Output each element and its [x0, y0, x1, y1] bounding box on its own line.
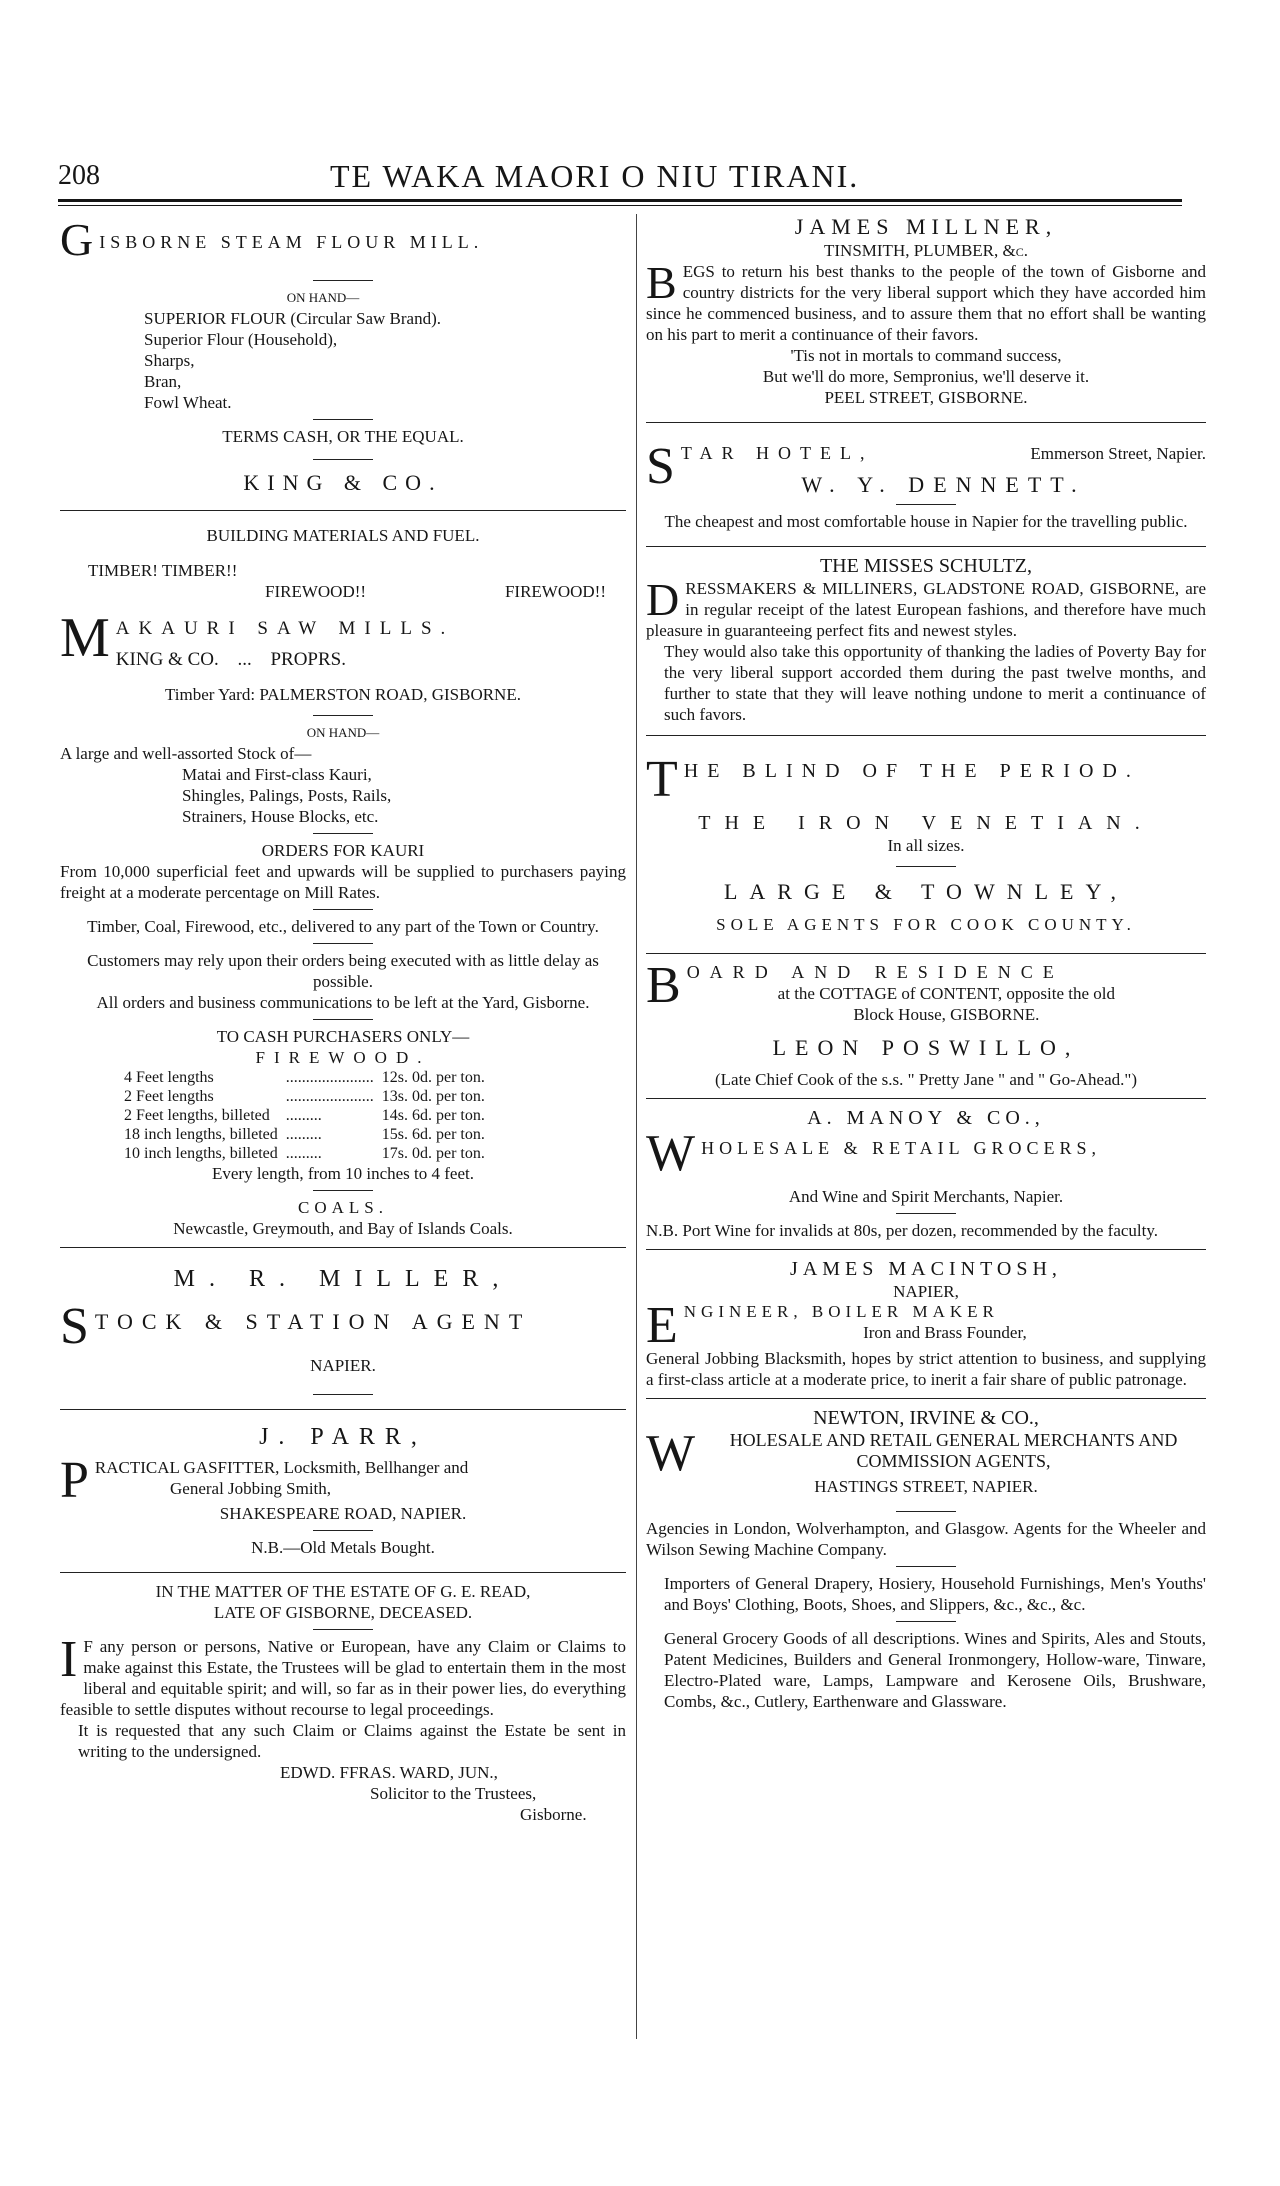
on-hand-label: ON HAND—: [306, 725, 380, 740]
timber-yard-address: Timber Yard: PALMERSTON ROAD, GISBORNE.: [165, 685, 521, 704]
newton-irvine-ad: [646, 1407, 1206, 1712]
board-text: Block House, GISBORNE.: [853, 1005, 1040, 1024]
merchants-text: Importers of General Drapery, Hosiery, Household Furnishings, Men's Youths' and Boys' Clothing, Boots, Shoes, and Slippers, &c., &c., &c.: [664, 1574, 1206, 1614]
read-estate-notice: [60, 1581, 626, 1825]
board-note: (Late Chief Cook of the s.s. " Pretty Jane " and " Go-Ahead."): [715, 1070, 1137, 1089]
orders-left-text: All orders and business communications to be left at the Yard, Gisborne.: [96, 993, 590, 1012]
section-rule: [60, 510, 626, 511]
divider: [313, 715, 373, 716]
firewood-text: FIREWOOD!!: [265, 582, 367, 601]
divider: [896, 1213, 956, 1214]
list-item: Bran,: [144, 372, 182, 391]
estate-signer-role: Solicitor to the Trustees,: [370, 1784, 537, 1803]
makauri-saw-mills-ad: [60, 525, 626, 1239]
proprietors-dots: ...: [237, 649, 252, 670]
customers-text: Customers may rely upon their orders being executed with as little delay as possible.: [87, 951, 599, 991]
drop-cap: I: [60, 1631, 78, 1688]
divider: [313, 459, 373, 460]
price-value: 15s. 6d. per ton.: [381, 1126, 485, 1143]
schultz-dressmakers-ad: [646, 555, 1206, 725]
orders-text: From 10,000 superficial feet and upwards will be supplied to purchasers paying freight at a moderate percentage on Mill Rates.: [60, 862, 626, 902]
engineer-sub: Iron and Brass Founder,: [863, 1323, 1027, 1342]
firewood-text: FIREWOOD!!: [504, 582, 606, 601]
blind-heading: HE BLIND OF THE PERIOD.: [683, 760, 1140, 782]
engineer-text: General Jobbing Blacksmith, hopes by strict attention to business, and supplying a first-class article at a moderate price, to inerit a fair share of public patronage.: [646, 1349, 1206, 1389]
grocers-name: A. MANOY & CO.,: [807, 1107, 1045, 1129]
terms-text: TERMS CASH, OR THE EQUAL.: [222, 427, 464, 446]
quote-line: 'Tis not in mortals to command success,: [790, 346, 1062, 365]
price-item: 2 Feet lengths: [124, 1088, 214, 1105]
list-item: Matai and First-class Kauri,: [182, 765, 372, 784]
building-materials-heading: BUILDING MATERIALS AND FUEL.: [206, 526, 480, 545]
product-list: [60, 308, 626, 413]
price-dots: .........: [285, 1107, 322, 1124]
drop-cap: E: [646, 1297, 678, 1354]
drop-cap: T: [646, 751, 678, 808]
firm-name: KING & CO.: [243, 470, 443, 495]
price-item: 10 inch lengths, billeted: [124, 1145, 278, 1162]
board-text: at the COTTAGE of CONTENT, opposite the old: [777, 984, 1115, 1003]
gasfitter-text: General Jobbing Smith,: [170, 1479, 332, 1498]
delivery-text: Timber, Coal, Firewood, etc., delivered to any part of the Town or Country.: [87, 917, 599, 936]
miller-stock-agent-ad: [60, 1266, 626, 1395]
dressmakers-name: THE MISSES SCHULTZ,: [819, 555, 1033, 577]
section-rule: [646, 1398, 1206, 1399]
column-divider: [636, 214, 637, 2039]
proprietors-firm: KING & CO.: [115, 649, 219, 670]
divider: [313, 833, 373, 834]
drop-cap: S: [646, 438, 675, 495]
cash-purchasers-heading: TO CASH PURCHASERS ONLY—: [216, 1027, 470, 1046]
drop-cap: W: [646, 1425, 696, 1482]
hotel-address: Emmerson Street, Napier.: [1030, 444, 1206, 463]
divider: [313, 1394, 373, 1395]
merchants-text: Agencies in London, Wolverhampton, and Glasgow. Agents for the Wheeler and Wilson Sewing Machine Company.: [646, 1519, 1206, 1559]
blind-of-the-period-ad: [646, 751, 1206, 935]
timber-line: TIMBER! TIMBER!!: [88, 561, 238, 580]
agents-firm: LARGE & TOWNLEY,: [723, 879, 1129, 904]
hotel-owner: W. Y. DENNETT.: [801, 472, 1086, 497]
iron-venetian: THE IRON VENETIAN.: [698, 812, 1154, 834]
section-rule: [646, 735, 1206, 736]
section-rule: [60, 1409, 626, 1410]
divider: [313, 1629, 373, 1630]
gisborne-flour-mill-ad: [60, 214, 626, 496]
ad-heading: ISBORNE STEAM FLOUR MILL.: [99, 232, 484, 252]
price-dots: ......................: [285, 1088, 374, 1105]
price-dots: .........: [285, 1145, 322, 1162]
header-rule-thin: [58, 205, 1182, 206]
merchants-address: HASTINGS STREET, NAPIER.: [814, 1477, 1038, 1496]
list-item: Sharps,: [144, 351, 195, 370]
firewood-line: [60, 581, 626, 602]
price-value: 12s. 0d. per ton.: [381, 1069, 485, 1086]
sizes-text: In all sizes.: [887, 836, 965, 855]
table-row: [120, 1087, 489, 1106]
tradesman-text: EGS to return his best thanks to the people of the town of Gisborne and country districts for the very liberal support which they have accorded him since he commenced business, and to assure them that no effort shall be wanting on his part to merit a continuance of their favors.: [646, 262, 1206, 344]
divider: [313, 280, 373, 281]
price-item: 18 inch lengths, billeted: [124, 1126, 278, 1143]
firewood-price-table: [120, 1068, 489, 1163]
engineer-place: NAPIER,: [893, 1282, 959, 1301]
tradesman-name: JAMES MILLNER,: [794, 214, 1058, 239]
drop-cap: W: [646, 1125, 696, 1182]
star-hotel-ad: [646, 438, 1206, 532]
gasfitter-name: J. PARR,: [259, 1424, 427, 1450]
list-item: SUPERIOR FLOUR (Circular Saw Brand).: [144, 309, 442, 328]
gasfitter-nb: N.B.—Old Metals Bought.: [251, 1538, 435, 1557]
millner-tinsmith-ad: [646, 214, 1206, 408]
board-residence-ad: [646, 957, 1206, 1090]
agents-text: SOLE AGENTS FOR COOK COUNTY.: [716, 915, 1136, 934]
quote-line: But we'll do more, Sempronius, we'll deserve it.: [762, 367, 1090, 386]
ad-heading: AKAURI SAW MILLS.: [115, 618, 455, 639]
table-row: [120, 1106, 489, 1125]
drop-cap: D: [646, 574, 680, 625]
price-item: 2 Feet lengths, billeted: [124, 1107, 270, 1124]
gasfitter-text: RACTICAL GASFITTER, Locksmith, Bellhanger and: [94, 1458, 469, 1477]
grocers-sub: And Wine and Spirit Merchants, Napier.: [788, 1187, 1064, 1206]
dressmakers-text: They would also take this opportunity of thanking the ladies of Poverty Bay for the very liberal support accorded them during the past twelve months, and further to state that they will leave nothing undone to merit a continuance of such favors.: [664, 642, 1206, 724]
section-rule: [646, 1098, 1206, 1099]
divider: [896, 1566, 956, 1567]
engineer-heading: NGINEER, BOILER MAKER: [683, 1302, 999, 1321]
coals-text: Newcastle, Greymouth, and Bay of Islands Coals.: [173, 1219, 513, 1238]
section-rule: [60, 1572, 626, 1573]
drop-cap: S: [60, 1298, 89, 1355]
divider: [896, 866, 956, 867]
merchants-name: NEWTON, IRVINE & CO.,: [813, 1407, 1039, 1429]
left-column: [60, 214, 626, 1825]
section-rule: [646, 422, 1206, 423]
every-length-text: Every length, from 10 inches to 4 feet.: [211, 1164, 474, 1183]
estate-text: F any person or persons, Native or European, have any Claim or Claims to make against this Estate, the Trustees will be glad to entertain them in the most liberal and equitable spirit; and will, so far as in their power lies, do everything feasible to settle disputes without recourse to legal proceedings.: [60, 1637, 626, 1719]
tradesman-trade: TINSMITH, PLUMBER, &c.: [824, 241, 1028, 260]
divider: [896, 1621, 956, 1622]
divider: [896, 1511, 956, 1512]
proprietors-label: PROPRS.: [270, 649, 346, 670]
price-dots: .........: [285, 1126, 322, 1143]
divider: [313, 419, 373, 420]
list-item: Shingles, Palings, Posts, Rails,: [182, 786, 392, 805]
drop-cap: M: [60, 607, 110, 669]
header-rule: [58, 199, 1182, 202]
estate-text: It is requested that any such Claim or Claims against the Estate be sent in writing to the undersigned.: [78, 1721, 626, 1761]
price-dots: ......................: [285, 1069, 374, 1086]
estate-signer-place: Gisborne.: [520, 1805, 587, 1824]
table-row: [120, 1125, 489, 1144]
merchants-heading: HOLESALE AND RETAIL GENERAL MERCHANTS AND COMMISSION AGENTS,: [729, 1430, 1178, 1471]
coals-heading: COALS.: [298, 1198, 388, 1217]
tradesman-address: PEEL STREET, GISBORNE.: [824, 388, 1028, 407]
proprietors-line: [60, 639, 626, 670]
engineer-name: JAMES MACINTOSH,: [790, 1258, 1062, 1280]
list-item: Strainers, House Blocks, etc.: [182, 807, 379, 826]
price-item: 4 Feet lengths: [124, 1069, 214, 1086]
drop-cap: G: [60, 214, 94, 265]
section-rule: [60, 1247, 626, 1248]
grocers-nb: N.B. Port Wine for invalids at 80s, per dozen, recommended by the faculty.: [646, 1221, 1159, 1240]
hotel-heading-row: [681, 443, 1206, 464]
merchants-text: General Grocery Goods of all descriptions. Wines and Spirits, Ales and Stouts, Patent Medicines, Builders and General Ironmongery, Hollow-ware, Tinware, Electro-Plated ware, Lamps, Lampware and Kerosene Oils, Brushware, Combs, &c., Cutlery, Earthenware and Glassware.: [664, 1629, 1206, 1711]
list-item: Fowl Wheat.: [144, 393, 232, 412]
price-value: 17s. 0d. per ton.: [381, 1145, 485, 1162]
stock-intro: A large and well-assorted Stock of—: [60, 744, 312, 763]
page-title: TE WAKA MAORI O NIU TIRANI.: [330, 158, 860, 194]
hotel-text: The cheapest and most comfortable house in Napier for the travelling public.: [664, 512, 1188, 531]
divider: [313, 1530, 373, 1531]
divider: [313, 943, 373, 944]
firewood-heading: FIREWOOD.: [255, 1048, 431, 1067]
drop-cap: B: [646, 957, 681, 1014]
agent-place: NAPIER.: [310, 1356, 376, 1375]
orders-heading: ORDERS FOR KAURI: [261, 841, 425, 860]
price-value: 13s. 0d. per ton.: [381, 1088, 485, 1105]
drop-cap: B: [646, 257, 677, 308]
on-hand-label: ON HAND—: [286, 290, 360, 305]
board-heading: OARD AND RESIDENCE: [686, 962, 1064, 982]
divider: [313, 1190, 373, 1191]
right-column: [646, 214, 1206, 1712]
hotel-heading: TAR HOTEL,: [680, 443, 874, 463]
table-row: [120, 1068, 489, 1087]
grocers-heading: HOLESALE & RETAIL GROCERS,: [701, 1138, 1101, 1158]
dressmakers-text: RESSMAKERS & MILLINERS, GLADSTONE ROAD, GISBORNE, are in regular receipt of the latest European fashions, and therefore have much pleasure in guaranteeing perfect fits and newest styles.: [646, 579, 1206, 640]
estate-heading: LATE OF GISBORNE, DECEASED.: [213, 1603, 473, 1622]
divider: [313, 1019, 373, 1020]
drop-cap: P: [60, 1452, 89, 1509]
divider: [313, 909, 373, 910]
page-number: 208: [58, 160, 100, 191]
ad-heading: TOCK & STATION AGENT: [94, 1309, 532, 1334]
price-value: 14s. 6d. per ton.: [381, 1107, 485, 1124]
estate-signer: EDWD. FFRAS. WARD, JUN.,: [280, 1763, 498, 1782]
stock-list: [60, 764, 626, 827]
manoy-grocers-ad: [646, 1107, 1206, 1241]
section-rule: [646, 1249, 1206, 1250]
gasfitter-address: SHAKESPEARE ROAD, NAPIER.: [219, 1504, 467, 1523]
divider: [896, 504, 956, 505]
estate-heading: IN THE MATTER OF THE ESTATE OF G. E. READ,: [155, 1582, 531, 1601]
board-owner: LEON POSWILLO,: [772, 1035, 1080, 1060]
table-row: [120, 1144, 489, 1163]
agent-name: M. R. MILLER,: [173, 1266, 513, 1292]
macintosh-engineer-ad: [646, 1258, 1206, 1390]
parr-gasfitter-ad: [60, 1424, 626, 1558]
section-rule: [646, 546, 1206, 547]
section-rule: [646, 953, 1206, 954]
list-item: Superior Flour (Household),: [144, 330, 338, 349]
